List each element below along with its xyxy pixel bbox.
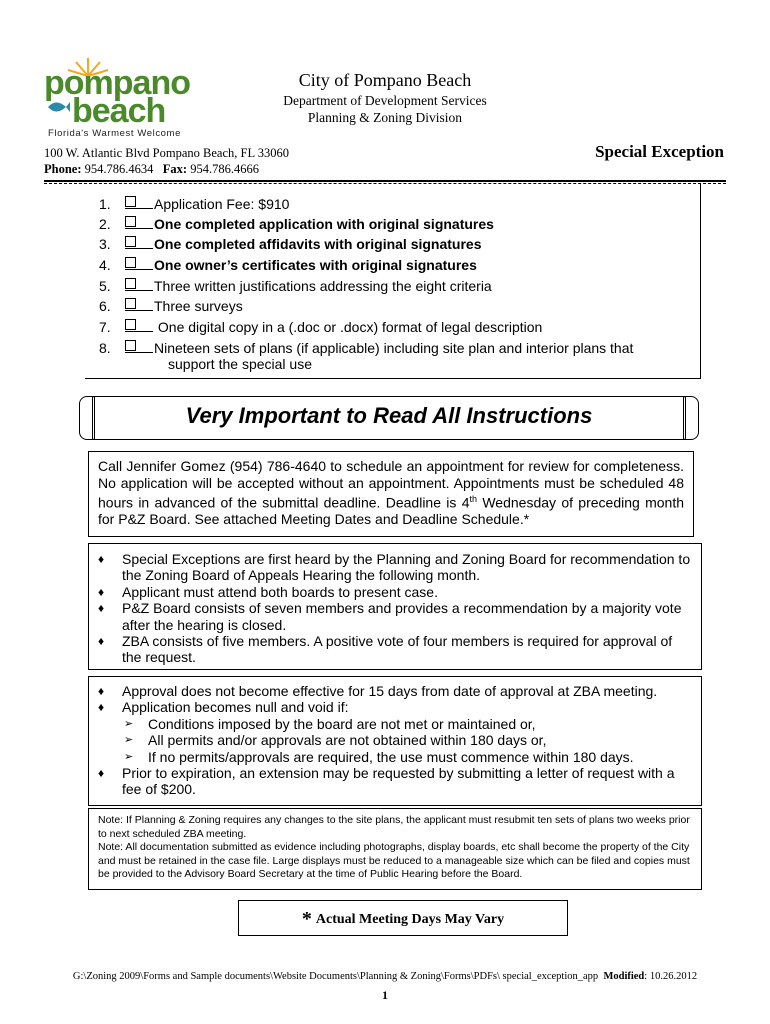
header-rule bbox=[44, 180, 726, 182]
blank-line bbox=[125, 310, 153, 311]
condition-list bbox=[98, 716, 692, 765]
department-name: Department of Development Services bbox=[283, 93, 487, 108]
page-number: 1 bbox=[382, 988, 388, 1002]
note-documentation: Note: All documentation submitted as evidence including photographs, display boards, etc shall become the property of the City and must be retained in the case file. Large displays must be reduced to a manageable size which can be filed and copies must be provided to the Advisory Board Secretary at the time of Public Hearing before the Board. bbox=[98, 841, 690, 881]
item-number: 3. bbox=[99, 236, 111, 252]
item-text: One completed application with original signatures bbox=[154, 216, 494, 232]
checkbox[interactable] bbox=[125, 196, 136, 207]
list-item: ♦ Prior to expiration, an extension may be requested by submitting a letter of request with a fee of $200. bbox=[98, 765, 675, 798]
list-item: ♦ Application becomes null and void if: bbox=[98, 699, 349, 716]
approval-list bbox=[98, 683, 692, 716]
process-list bbox=[98, 551, 692, 666]
blank-line bbox=[125, 228, 153, 229]
form-title: Special Exception bbox=[595, 142, 724, 161]
phone-fax-line bbox=[44, 162, 259, 177]
item-text: One owner’s certificates with original signatures bbox=[154, 257, 477, 273]
item-text: Application Fee: $910 bbox=[154, 196, 290, 212]
blank-line bbox=[125, 352, 153, 353]
checklist-item bbox=[99, 319, 542, 335]
checkbox[interactable] bbox=[125, 298, 136, 309]
address: 100 W. Atlantic Blvd Pompano Beach, FL 33060 bbox=[44, 146, 290, 160]
blank-line bbox=[125, 208, 153, 209]
item-text: One completed affidavits with original signatures bbox=[154, 236, 482, 252]
checklist-item bbox=[99, 278, 492, 294]
fax-label: Fax: bbox=[162, 162, 188, 176]
checklist-item bbox=[99, 236, 482, 252]
checkbox[interactable] bbox=[125, 319, 136, 330]
phone-label: Phone: bbox=[44, 162, 82, 176]
item-number: 5. bbox=[99, 278, 111, 294]
fax-number: 954.786.4666 bbox=[190, 162, 259, 176]
appointment-text: Call Jennifer Gomez (954) 786-4640 to schedule an appointment for review for completeness. No application will be accepted without an appointment. Appointments must be scheduled 48 hours in advanced of the submittal deadline. Deadline is 4th Wednesday of preceding month for P&Z Board. See attached Meeting Dates and Deadline Schedule.* bbox=[98, 458, 684, 528]
list-item: ♦ Applicant must attend both boards to present case. bbox=[98, 583, 438, 600]
checkbox[interactable] bbox=[125, 236, 136, 247]
item-text: Three written justifications addressing the eight criteria bbox=[154, 278, 492, 294]
checklist-item bbox=[99, 257, 477, 273]
logo-word-pompano: pompano bbox=[44, 64, 190, 102]
list-item: ♦ P&Z Board consists of seven members and provides a recommendation by a majority vote after the hearing is closed. bbox=[98, 600, 682, 633]
blank-line bbox=[125, 331, 153, 332]
checklist-item bbox=[99, 340, 633, 356]
checkbox[interactable] bbox=[125, 257, 136, 268]
item-number: 4. bbox=[99, 257, 111, 273]
item-number: 1. bbox=[99, 196, 111, 212]
list-item: ➢ If no permits/approvals are required, the use must commence within 180 days. bbox=[124, 748, 634, 765]
checklist-item bbox=[99, 298, 243, 314]
checkbox[interactable] bbox=[125, 216, 136, 227]
meeting-days-text: Actual Meeting Days May Vary bbox=[315, 912, 505, 927]
list-item: ♦ Approval does not become effective for 15 days from date of approval at ZBA meeting. bbox=[98, 683, 658, 699]
footer-path: G:\Zoning 2009\Forms and Sample documents\Website Documents\Planning & Zoning\Forms\PDFs\ special_exception_app Modified: 10.26.2012 bbox=[72, 971, 698, 982]
item-number: 7. bbox=[99, 319, 111, 335]
checklist-continuation: support the special use bbox=[168, 356, 312, 372]
instructions-banner bbox=[92, 396, 686, 440]
checklist-item bbox=[99, 196, 289, 212]
logo-word-beach: beach bbox=[72, 92, 166, 130]
meeting-days-notice bbox=[238, 900, 568, 936]
list-item: ➢ All permits and/or approvals are not obtained within 180 days or, bbox=[124, 732, 547, 749]
item-number: 2. bbox=[99, 216, 111, 232]
division-name: Planning & Zoning Division bbox=[307, 110, 463, 125]
asterisk: * bbox=[301, 908, 312, 930]
notes bbox=[98, 814, 692, 882]
item-text: One digital copy in a (.doc or .docx) format of legal description bbox=[154, 319, 543, 335]
item-number: 8. bbox=[99, 340, 111, 356]
item-number: 6. bbox=[99, 298, 111, 314]
checkbox[interactable] bbox=[125, 278, 136, 289]
item-text: Three surveys bbox=[154, 298, 243, 314]
list-item: ➢ Conditions imposed by the board are not met or maintained or, bbox=[124, 715, 536, 732]
note-resubmit: Note: If Planning & Zoning requires any changes to the site plans, the applicant must resubmit ten sets of plans two weeks prior to next scheduled ZBA meeting. bbox=[98, 814, 690, 840]
list-item: ♦ Special Exceptions are first heard by the Planning and Zoning Board for recommendation to the Zoning Board of Appeals Hearing the following month. bbox=[98, 551, 691, 584]
blank-line bbox=[125, 269, 153, 270]
checklist-item bbox=[99, 216, 494, 232]
logo-tagline: Florida's Warmest Welcome bbox=[48, 128, 181, 139]
city-name: City of Pompano Beach bbox=[298, 70, 472, 90]
item-text: Nineteen sets of plans (if applicable) including site plan and interior plans that bbox=[154, 340, 634, 356]
list-item: ♦ ZBA consists of five members. A positive vote of four members is required for approval of the request. bbox=[98, 633, 673, 666]
banner-title: Very Important to Read All Instructions bbox=[185, 403, 593, 428]
phone-number: 954.786.4634 bbox=[84, 162, 154, 176]
checkbox[interactable] bbox=[125, 340, 136, 351]
blank-line bbox=[125, 248, 153, 249]
blank-line bbox=[125, 290, 153, 291]
